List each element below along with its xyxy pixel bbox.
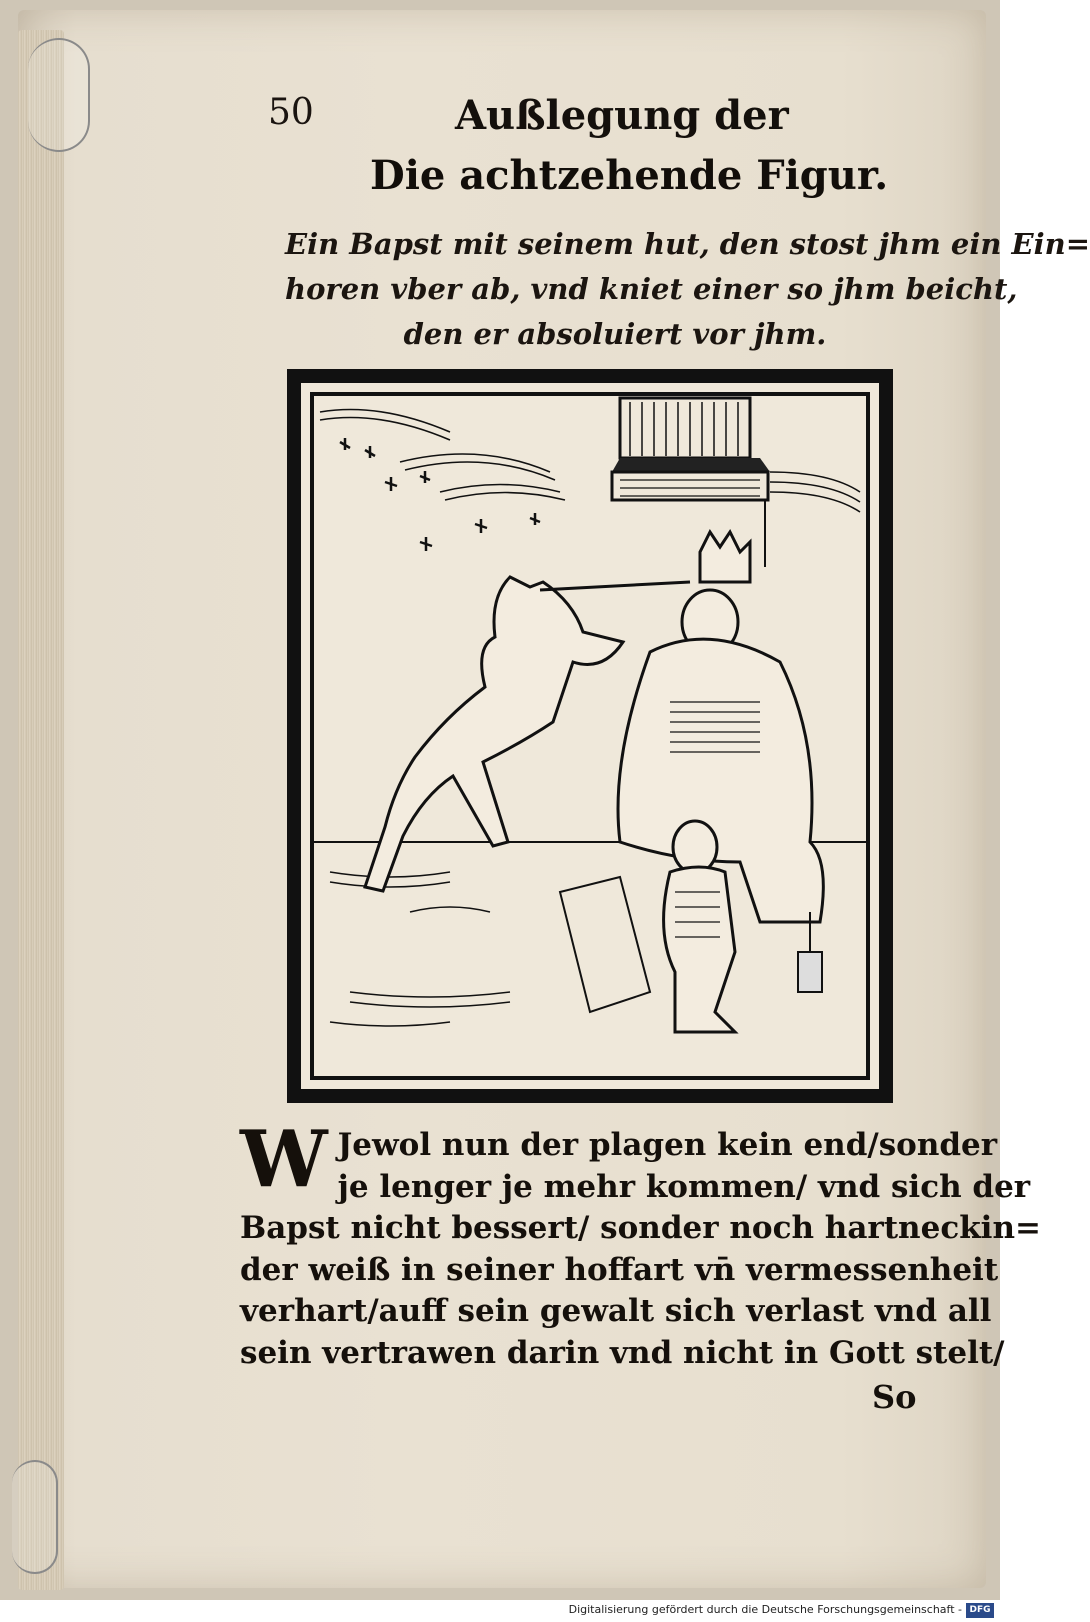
figure-title: Die achtzehende Figur. bbox=[370, 152, 889, 199]
caption-line: Ein Bapst mit seinem hut, den stost jhm ein Ein= bbox=[285, 227, 1090, 261]
dfg-logo: DFG bbox=[966, 1603, 994, 1618]
drop-initial: W bbox=[240, 1114, 328, 1205]
running-head: Außlegung der bbox=[455, 92, 789, 139]
body-line: je lenger je mehr kommen/ vnd sich der bbox=[337, 1168, 1031, 1205]
body-text bbox=[240, 1114, 1041, 1374]
page-edges bbox=[18, 30, 64, 1590]
binding-clip-icon bbox=[12, 1460, 58, 1574]
woodcut-illustration bbox=[290, 372, 890, 1100]
figure-caption bbox=[285, 222, 1090, 357]
body-line: Jewol nun der plagen kein end/sonder bbox=[337, 1127, 998, 1163]
page-number: 50 bbox=[268, 92, 314, 133]
funding-credit: Digitalisierung gefördert durch die Deutsche Forschungsgemeinschaft - bbox=[568, 1603, 962, 1616]
binding-clip-icon bbox=[28, 38, 90, 152]
body-line: sein vertrawen darin vnd nicht in Gott stelt/ bbox=[240, 1334, 1005, 1371]
body-line: verhart/auff sein gewalt sich verlast vnd all bbox=[240, 1293, 992, 1329]
page-header bbox=[250, 92, 810, 142]
catchword: So bbox=[872, 1378, 917, 1416]
body-line: der weiß in seiner hoffart vn̄ vermessenheit bbox=[240, 1251, 999, 1288]
body-line: Bapst nicht bessert/ sonder noch hartneckin= bbox=[240, 1210, 1041, 1246]
footer-bar bbox=[0, 1600, 1000, 1622]
caption-line: horen vber ab, vnd kniet einer so jhm beicht, bbox=[285, 272, 1018, 306]
caption-line: den er absoluiert vor jhm. bbox=[403, 317, 827, 351]
